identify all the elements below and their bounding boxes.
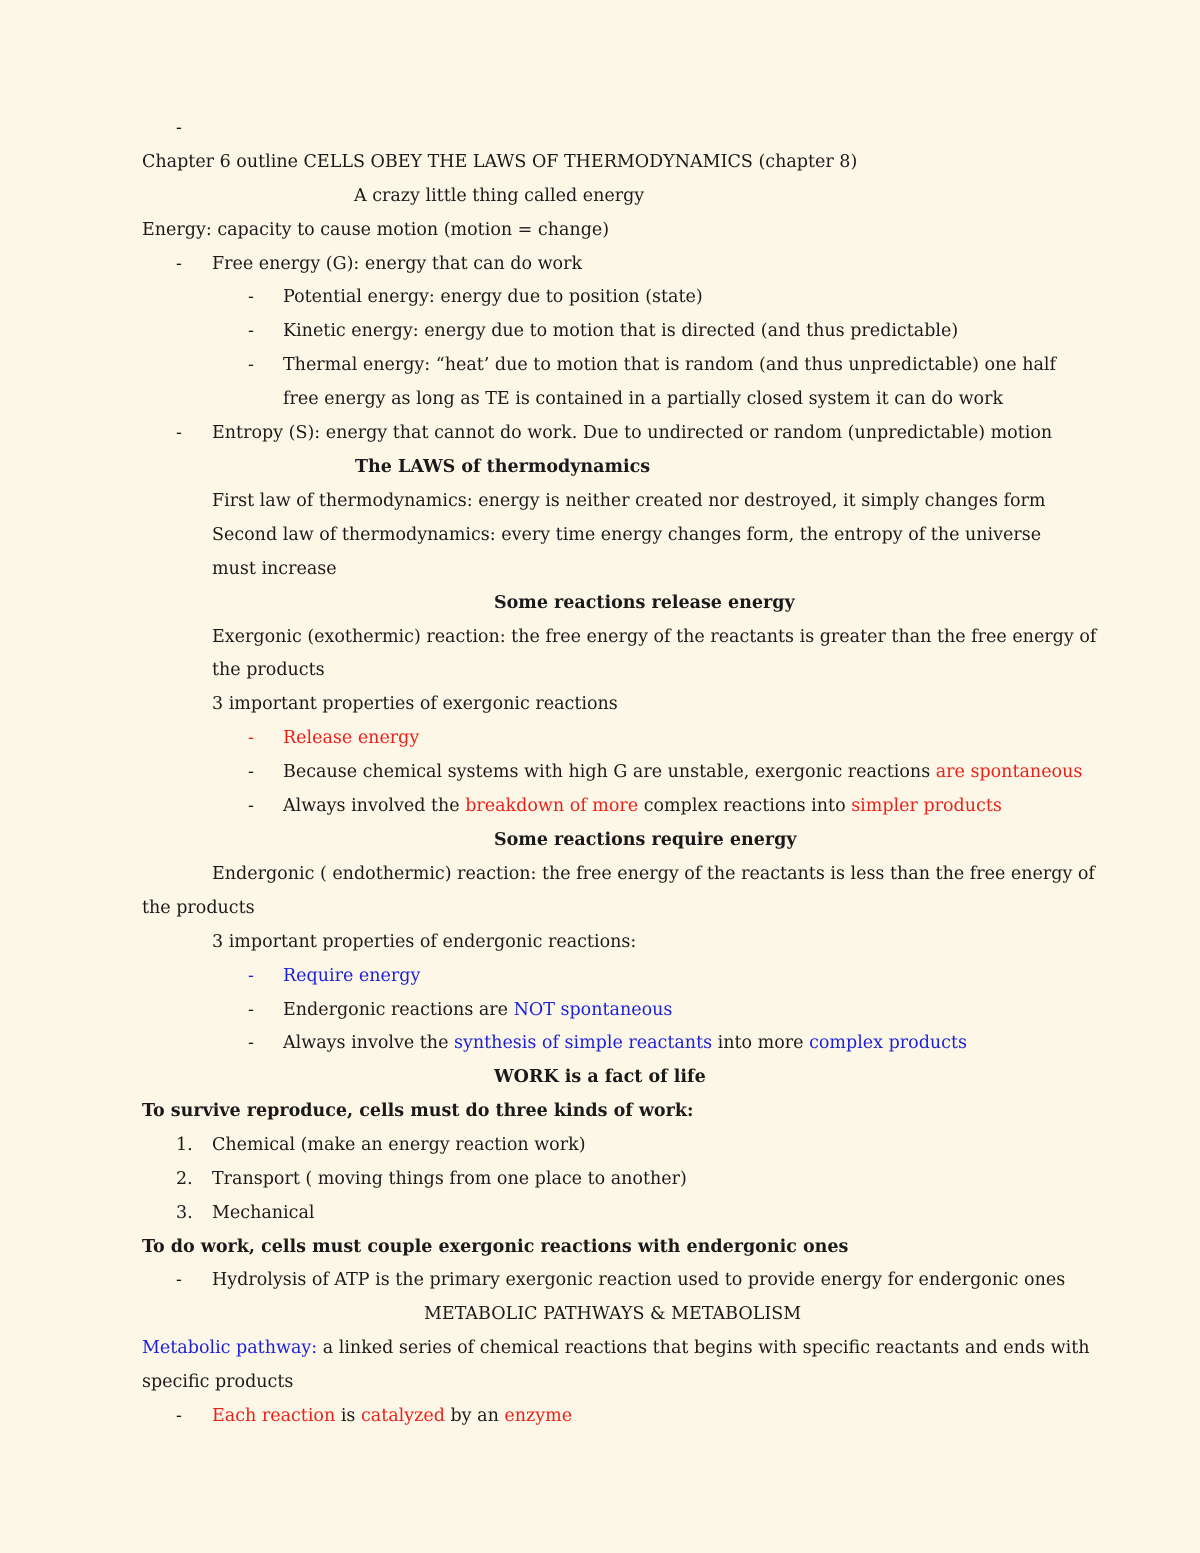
metabolic-pathway-text: a linked series of chemical reactions that begins with specific reactants and ends with	[317, 1338, 1090, 1358]
exo-release-energy: Release energy	[283, 728, 420, 748]
entropy: Entropy (S): energy that cannot do work. Due to undirected or random (unpredictable) motion	[212, 423, 1053, 443]
second-law-line1: Second law of thermodynamics: every time energy changes form, the entropy of the universe	[212, 525, 1042, 545]
list-number: 3.	[176, 1203, 193, 1223]
metabolic-pathway-line2: specific products	[142, 1372, 294, 1392]
endo-spontaneous-text: Endergonic reactions are	[283, 1000, 514, 1020]
endergonic-line1: Endergonic ( endothermic) reaction: the free energy of the reactants is less than the free energy of	[212, 864, 1095, 884]
metabolic-pathway-term: Metabolic pathway:	[142, 1338, 318, 1358]
endergonic-line2: the products	[142, 898, 255, 918]
laws-heading: The LAWS of thermodynamics	[355, 457, 651, 477]
exo-spontaneous	[283, 760, 1082, 784]
atp-hydrolysis: Hydrolysis of ATP is the primary exergonic reaction used to provide energy for endergonic ones	[212, 1270, 1066, 1290]
catalyzed-highlight: catalyzed	[360, 1406, 445, 1426]
exo-breakdown-highlight: breakdown of more	[465, 796, 639, 816]
bullet-dash: -	[248, 321, 254, 341]
bullet-dash: -	[248, 796, 254, 816]
work-item-transport: Transport ( moving things from one place to another)	[212, 1169, 687, 1189]
bullet-dash: -	[248, 1000, 254, 1020]
enzyme-text2: by an	[444, 1406, 505, 1426]
exo-breakdown-text2: complex reactions into	[638, 796, 852, 816]
thermal-energy-line1: Thermal energy: “heat’ due to motion that is random (and thus unpredictable) one half	[283, 355, 1056, 375]
metabolic-pathway-line1	[142, 1336, 1090, 1360]
bullet-dash: -	[176, 423, 182, 443]
exo-simpler-highlight: simpler products	[851, 796, 1002, 816]
exo-breakdown-text: Always involved the	[283, 796, 466, 816]
list-number: 1.	[176, 1135, 193, 1155]
top-dash: -	[176, 118, 182, 138]
enzyme-text: is	[335, 1406, 361, 1426]
bullet-dash: -	[248, 287, 254, 307]
bullet-dash: -	[248, 728, 254, 748]
work-heading: WORK is a fact of life	[494, 1067, 706, 1087]
endergonic-properties: 3 important properties of endergonic reactions:	[212, 932, 637, 952]
endo-synthesis-highlight: synthesis of simple reactants	[454, 1033, 713, 1053]
energy-definition: Energy: capacity to cause motion (motion = change)	[142, 220, 610, 240]
chapter-title: Chapter 6 outline CELLS OBEY THE LAWS OF THERMODYNAMICS (chapter 8)	[142, 152, 858, 172]
exergonic-line1: Exergonic (exothermic) reaction: the free energy of the reactants is greater than the free energy of	[212, 627, 1097, 647]
metabolic-heading: METABOLIC PATHWAYS & METABOLISM	[424, 1304, 802, 1324]
endo-synthesis	[283, 1031, 967, 1055]
bullet-dash: -	[248, 762, 254, 782]
release-heading: Some reactions release energy	[494, 593, 795, 613]
endo-synthesis-text2: into more	[712, 1033, 810, 1053]
second-law-line2: must increase	[212, 559, 337, 579]
endo-require-energy: Require energy	[283, 966, 421, 986]
exo-breakdown	[283, 794, 1002, 818]
exergonic-properties: 3 important properties of exergonic reactions	[212, 694, 618, 714]
work-item-mechanical: Mechanical	[212, 1203, 315, 1223]
bullet-dash: -	[176, 1270, 182, 1290]
bullet-dash: -	[176, 254, 182, 274]
each-reaction-highlight: Each reaction	[212, 1406, 336, 1426]
work-item-chemical: Chemical (make an energy reaction work)	[212, 1135, 586, 1155]
endo-spontaneous-highlight: NOT spontaneous	[513, 1000, 673, 1020]
enzyme-line	[212, 1404, 572, 1428]
list-number: 2.	[176, 1169, 193, 1189]
exo-spontaneous-highlight: are spontaneous	[935, 762, 1083, 782]
potential-energy: Potential energy: energy due to position (state)	[283, 287, 703, 307]
free-energy: Free energy (G): energy that can do work	[212, 254, 583, 274]
bullet-dash: -	[176, 1406, 182, 1426]
thermal-energy-line2: free energy as long as TE is contained in a partially closed system it can do work	[283, 389, 1004, 409]
bullet-dash: -	[248, 1033, 254, 1053]
subtitle: A crazy little thing called energy	[354, 186, 645, 206]
survive-heading: To survive reproduce, cells must do three kinds of work:	[142, 1101, 694, 1121]
first-law: First law of thermodynamics: energy is neither created nor destroyed, it simply changes form	[212, 491, 1046, 511]
require-heading: Some reactions require energy	[494, 830, 797, 850]
endo-complex-highlight: complex products	[809, 1033, 967, 1053]
kinetic-energy: Kinetic energy: energy due to motion that is directed (and thus predictable)	[283, 321, 959, 341]
enzyme-highlight: enzyme	[504, 1406, 573, 1426]
couple-heading: To do work, cells must couple exergonic reactions with endergonic ones	[142, 1237, 849, 1257]
bullet-dash: -	[248, 355, 254, 375]
exo-spontaneous-text: Because chemical systems with high G are unstable, exergonic reactions	[283, 762, 936, 782]
endo-synthesis-text: Always involve the	[283, 1033, 454, 1053]
bullet-dash: -	[248, 966, 254, 986]
exergonic-line2: the products	[212, 660, 325, 680]
endo-spontaneous	[283, 998, 672, 1022]
